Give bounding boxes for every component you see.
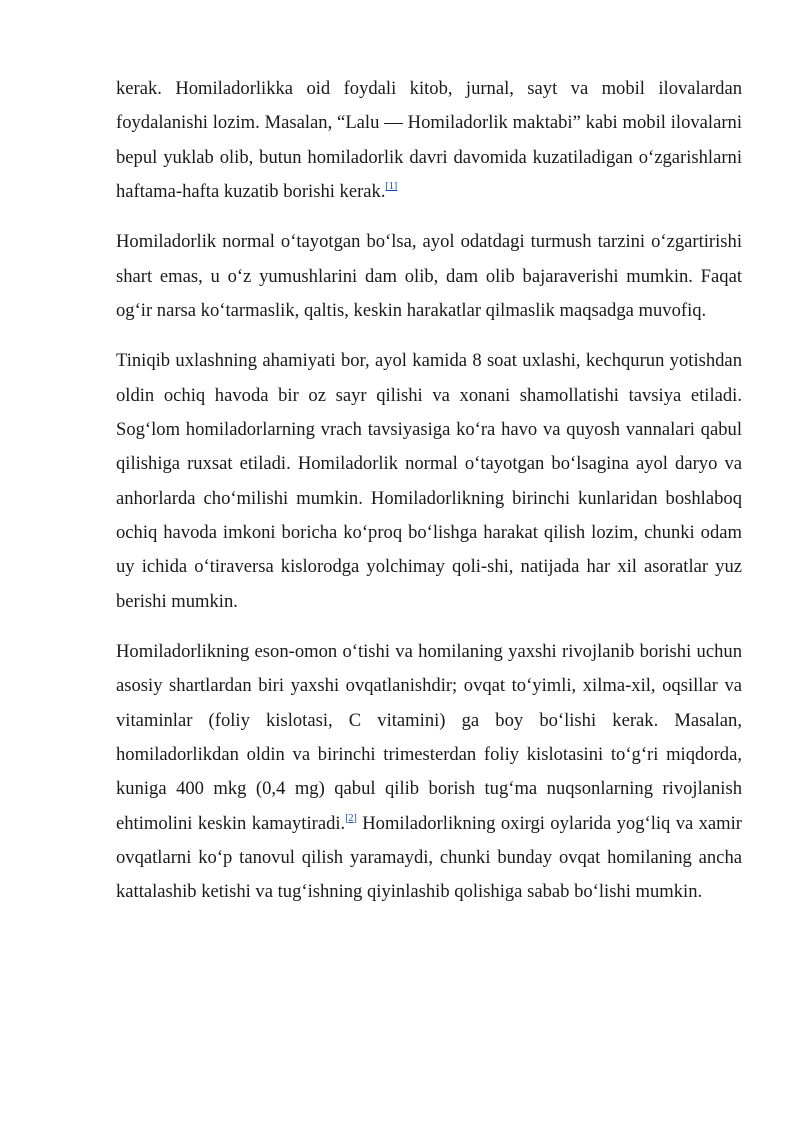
document-body (116, 72, 742, 926)
paragraph-2 (116, 225, 742, 328)
footnote-link-2[interactable]: [2] (345, 812, 357, 824)
paragraph-3 (116, 344, 742, 618)
paragraph-1-text: kerak. Homiladorlikka oid foydali kitob, jurnal, sayt va mobil ilovalardan foydalanishi lozim. Masalan, “Lalu — Homiladorlik maktabi” kabi mobil ilovalarni bepul yuklab olib, butun homiladorlik davri davomida kuzatiladigan o‘zgarishlarni haftama-hafta kuzatib borishi kerak. (116, 78, 742, 202)
paragraph-4 (116, 635, 742, 909)
paragraph-4-text-after: Homiladorlikning oxirgi oylarida yog‘liq va xamir ovqatlarni ko‘p tanovul qilish yaramaydi, chunki bunday ovqat homilaning ancha kattalashib ketishi va tug‘ishning qiyinlashib qolishiga sabab bo‘lishi mumkin. (116, 812, 742, 903)
paragraph-1 (116, 72, 742, 209)
paragraph-3-text: Tiniqib uxlashning ahamiyati bor, ayol kamida 8 soat uxlashi, kechqurun yotishdan oldin ochiq havoda bir oz sayr qilishi va xonani shamollatishi tavsiya etiladi. Sog‘lom homiladorlarning vrach tavsiyasiga ko‘ra havo va quyosh vannalari qabul qilishiga ruxsat etiladi. Homiladorlik normal o‘tayotgan bo‘lsagina ayol daryo va anhorlarda cho‘milishi mumkin. Homiladorlikning birinchi kunlaridan boshlaboq ochiq havoda imkoni boricha ko‘proq bo‘lishga harakat qilish lozim, chunki odam uy ichida o‘tiraversa kislorodga yolchimay qoli-shi, natijada har xil asoratlar yuz berishi mumkin. (116, 350, 742, 612)
footnote-link-1[interactable]: [1] (385, 180, 398, 192)
paragraph-2-text: Homiladorlik normal o‘tayotgan bo‘lsa, ayol odatdagi turmush tarzini o‘zgartirishi shart emas, u o‘z yumushlarini dam olib, dam olib bajaraverishi mumkin. Faqat og‘ir narsa ko‘tarmaslik, qaltis, keskin harakatlar qilmaslik maqsadga muvofiq. (116, 231, 742, 321)
paragraph-4-text-before: Homiladorlikning eson-omon o‘tishi va homilaning yaxshi rivojlanib borishi uchun asosiy shartlardan biri yaxshi ovqatlanishdir; ovqat to‘yimli, xilma-xil, oqsillar va vitaminlar (foliy kislotasi, C vitamini) ga boy bo‘lishi kerak. Masalan, homiladorlikdan oldin va birinchi trimesterdan foliy kislotasini to‘g‘ri miqdorda, kuniga 400 mkg (0,4 mg) qabul qilib borish tug‘ma nuqsonlarning rivojlanish ehtimolini keskin kamaytiradi. (116, 641, 742, 834)
